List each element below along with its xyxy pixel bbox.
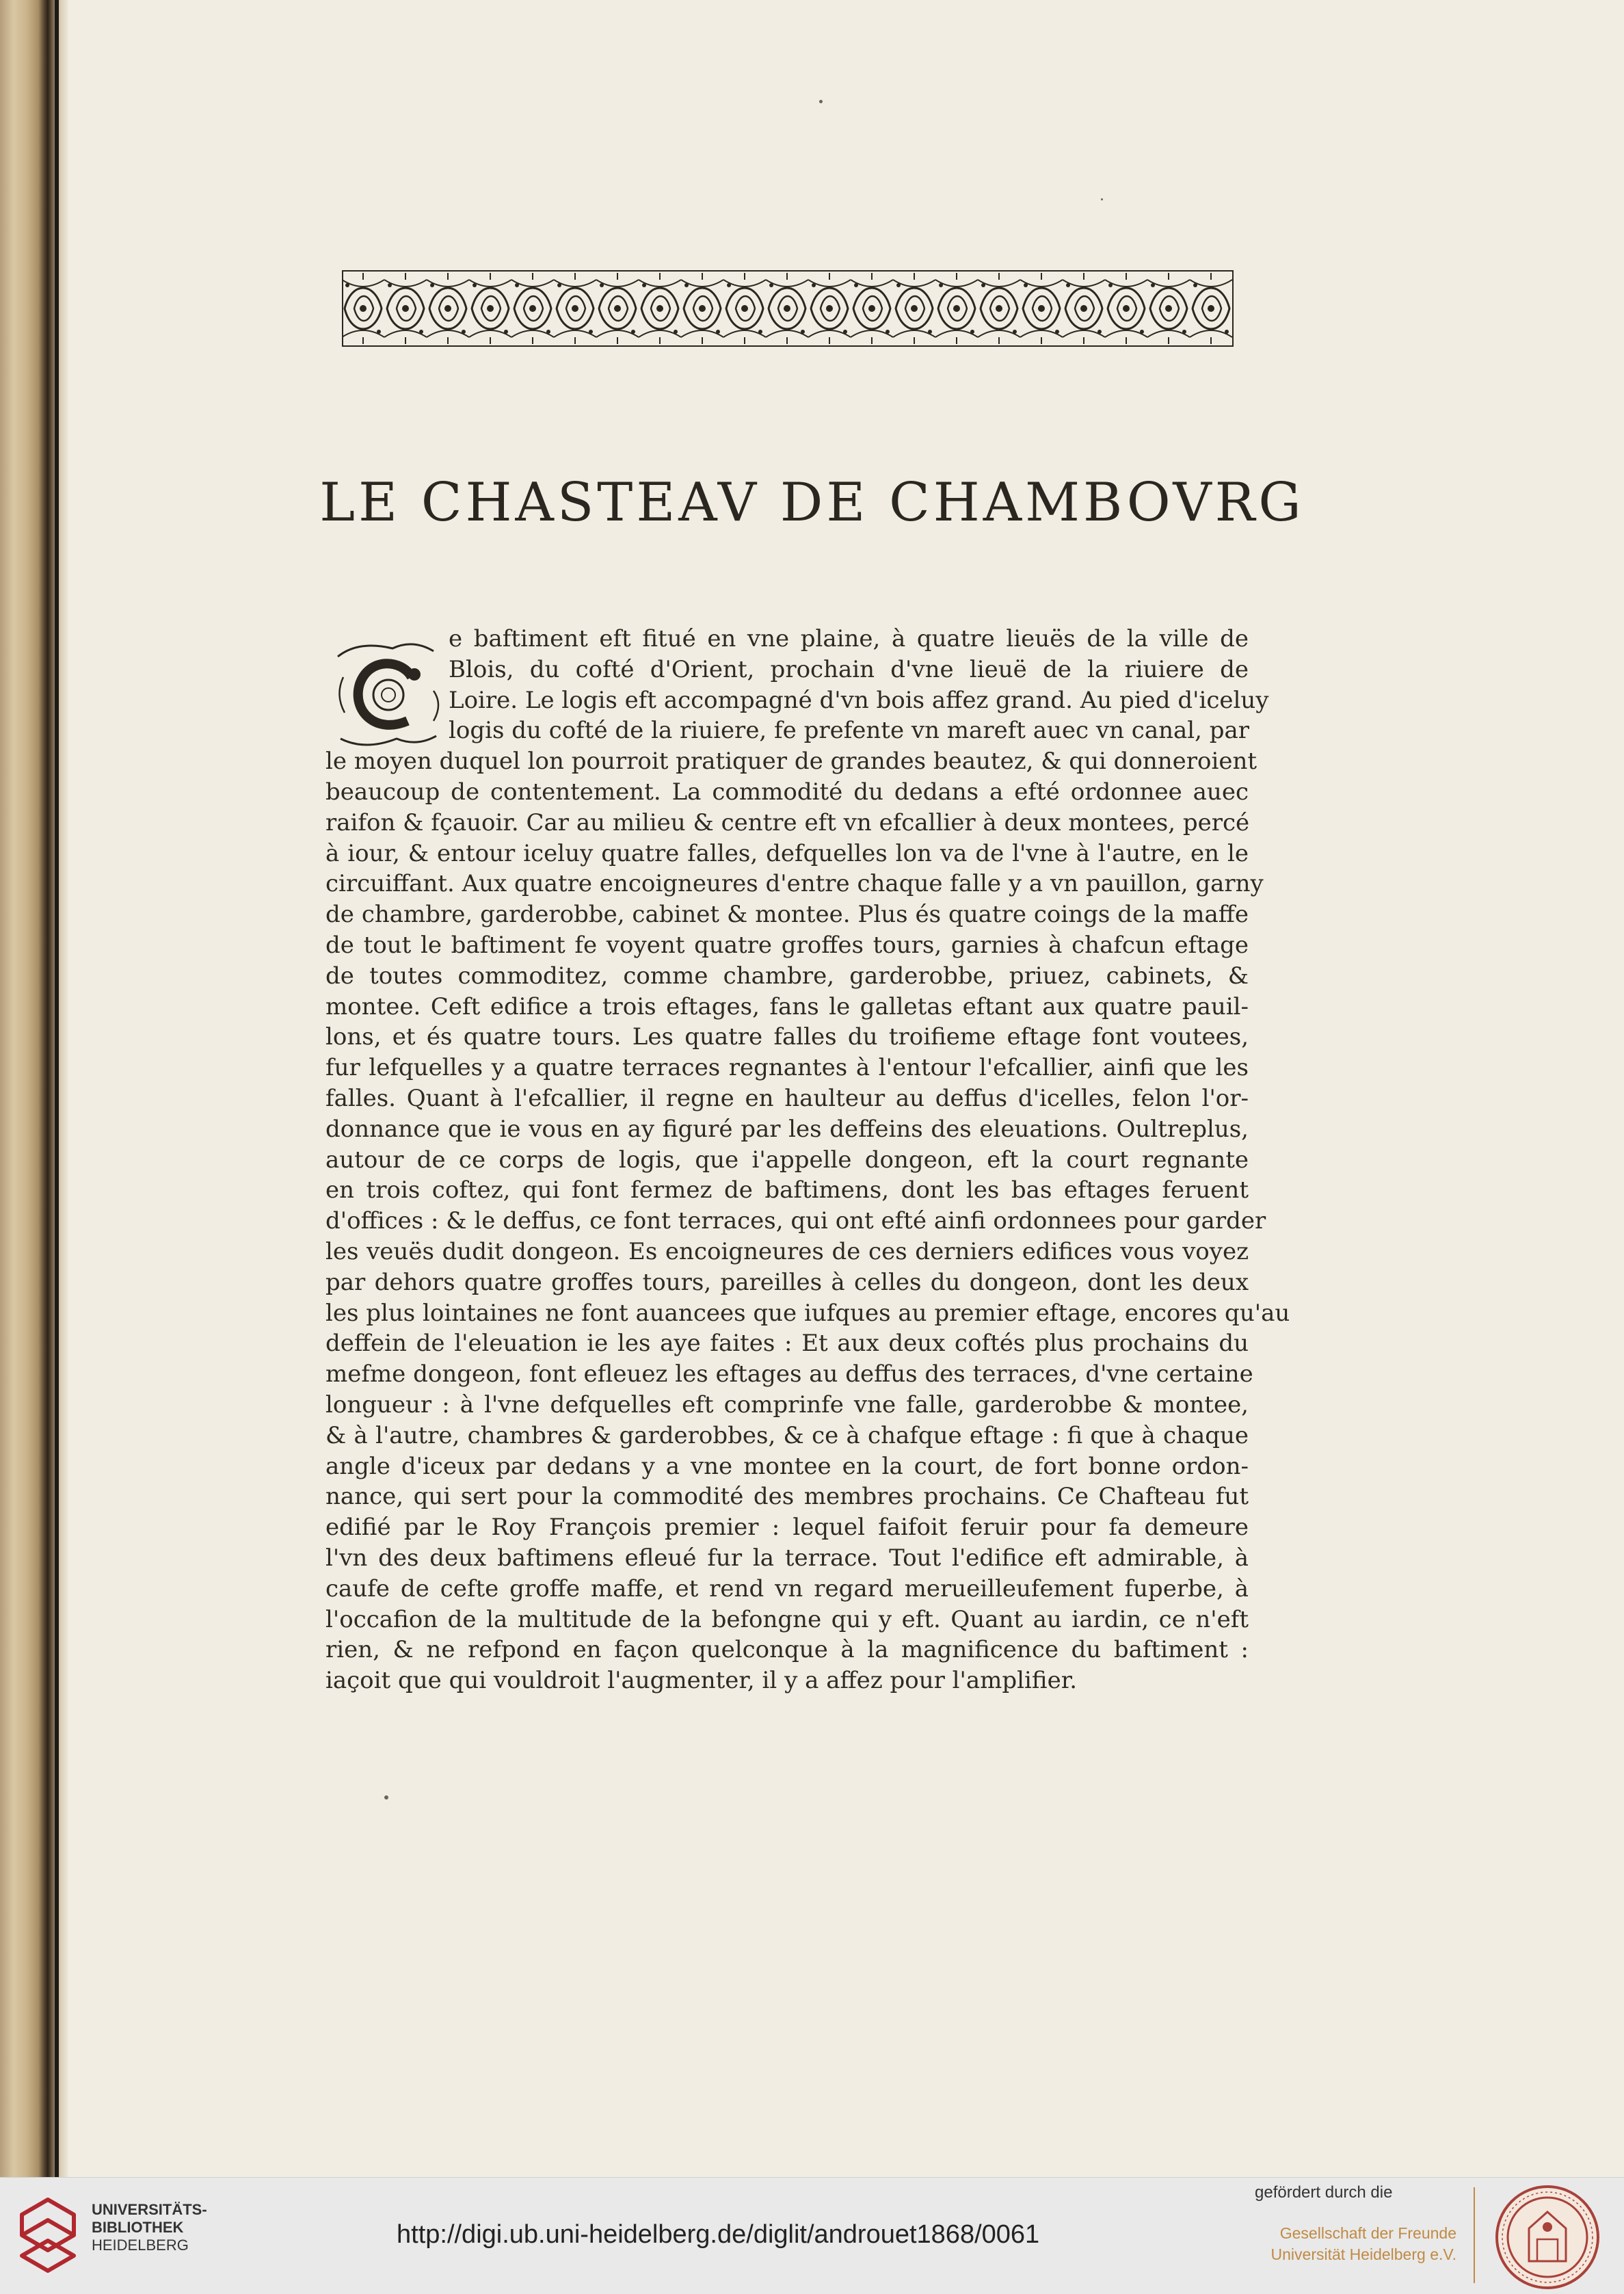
text-line: circuiffant. Aux quatre encoigneures d'entre chaque falle y a vn pauillon, garny: [325, 870, 1264, 898]
body-paragraph: [325, 624, 1290, 1696]
text-line: montee. Ceft edifice a trois eftages, fans le galletas eftant aux quatre pauil-: [325, 992, 1249, 1020]
gutter-line: [55, 0, 59, 2177]
text-line: falles. Quant à l'efcallier, il regne en haulteur au deffus d'icelles, felon l'or-: [325, 1084, 1249, 1112]
text-line: à iour, & entour iceluy quatre falles, defquelles lon va de l'vne à l'autre, en le: [325, 839, 1249, 867]
foundation-line: Gesellschaft der Freunde: [1279, 2224, 1456, 2242]
foundation-name: [1265, 2223, 1456, 2265]
text-line: rien, & ne refpond en façon quelconque à la magnificence du baftiment :: [325, 1636, 1249, 1664]
text-line: lons, et és quatre tours. Les quatre falles du troifieme eftage font voutees,: [325, 1023, 1249, 1051]
foundation-line: Universität Heidelberg e.V.: [1270, 2245, 1456, 2263]
text-line: en trois coftez, qui font fermez de baftimens, dont les bas eftages feruent: [325, 1176, 1249, 1204]
text-line: Blois, du cofté d'Orient, prochain d'vne lieuë de la riuiere de: [449, 655, 1249, 683]
library-name-line: HEIDELBERG: [92, 2237, 189, 2254]
text-line: raifon & fçauoir. Car au milieu & centre eft vn efcallier à deux montees, percé: [325, 808, 1250, 836]
text-line: & à l'autre, chambres & garderobbes, & ce à chafque eftage : fi que à chaque: [325, 1421, 1249, 1449]
funded-by-label: gefördert durch die: [1255, 2183, 1393, 2202]
text-line: donnance que ie vous en ay figuré par les deffeins des eleuations. Oultreplus,: [325, 1115, 1249, 1143]
text-line: l'vn des deux baftimens efleué fur la terrace. Tout l'edifice eft admirable, à: [325, 1544, 1249, 1572]
text-line: deffein de l'eleuation ie les aye faites : Et aux deux coftés plus prochains du: [325, 1330, 1249, 1358]
digitization-footer: [0, 2177, 1624, 2294]
text-line: par dehors quatre groffes tours, pareilles à celles du dongeon, dont les deux: [325, 1268, 1249, 1296]
page-title: LE CHASTEAV DE CHAMBOVRG: [319, 472, 1305, 533]
footer-divider: [1474, 2187, 1475, 2283]
library-name: [92, 2201, 207, 2254]
text-line: iaçoit que qui vouldroit l'augmenter, il y a affez pour l'amplifier.: [325, 1667, 1078, 1695]
ub-heidelberg-logo-icon[interactable]: [15, 2194, 81, 2276]
text-line: nance, qui sert pour la commodité des membres prochains. Ce Chafteau fut: [325, 1483, 1249, 1511]
text-line: autour de ce corps de logis, que i'appelle dongeon, eft la court regnante: [325, 1146, 1249, 1174]
text-line: de chambre, garderobbe, cabinet & montee. Plus és quatre coings de la maffe: [325, 901, 1249, 929]
text-line: le moyen duquel lon pourroit pratiquer de grandes beautez, & qui donneroient: [325, 748, 1257, 776]
text-line: mefme dongeon, font efleuez les eftages au deffus des terraces, d'vne certaine: [325, 1360, 1253, 1388]
text-line: beaucoup de contentement. La commodité du dedans a efté ordonnee auec: [325, 778, 1249, 806]
text-line: les veuës dudit dongeon. Es encoigneures de ces derniers edifices vous voyez: [325, 1237, 1249, 1265]
text-line: de toutes commoditez, comme chambre, garderobbe, priuez, cabinets, &: [325, 962, 1249, 990]
text-line: caufe de cefte groffe maffe, et rend vn regard merueilleufement fuperbe, à: [325, 1574, 1249, 1603]
text-line: edifié par le Roy François premier : lequel faifoit feruir pour fa demeure: [325, 1514, 1249, 1542]
speck: [384, 1795, 388, 1799]
text-line: les plus lointaines ne font auancees que iufques au premier eftage, encores qu'au: [325, 1299, 1290, 1327]
text-line: de tout le baftiment fe voyent quatre groffes tours, garnies à chafcun eftage: [325, 931, 1249, 959]
speck: [819, 100, 823, 103]
text-line: d'offices : & le deffus, ce font terraces, qui ont efté ainfi ordonnees pour garder: [325, 1207, 1266, 1235]
university-seal-icon[interactable]: [1495, 2185, 1600, 2290]
library-name-line: BIBLIOTHEK: [92, 2219, 184, 2236]
text-line: logis du cofté de la riuiere, fe prefente vn mareft auec vn canal, par: [449, 717, 1250, 745]
text-line: e baftiment eft fitué en vne plaine, à quatre lieuës de la ville de: [449, 625, 1249, 652]
text-line: l'occafion de la multitude de la befongne qui y eft. Quant au iardin, ce n'eft: [325, 1605, 1249, 1633]
text-line: fur lefquelles y a quatre terraces regnantes à l'entour l'efcallier, ainfi que les: [325, 1054, 1249, 1082]
permalink-url[interactable]: http://digi.ub.uni-heidelberg.de/diglit/androuet1868/0061: [397, 2220, 1040, 2249]
text-line: longueur : à l'vne defquelles eft comprinfe vne falle, garderobbe & montee,: [325, 1390, 1249, 1419]
ornamental-headband: [342, 270, 1234, 347]
text-line: Loire. Le logis eft accompagné d'vn bois affez grand. Au pied d'iceluy: [449, 686, 1269, 714]
library-name-line: UNIVERSITÄTS-: [92, 2201, 207, 2218]
text-line: angle d'iceux par dedans y a vne montee en la court, de fort bonne ordon-: [325, 1452, 1249, 1480]
speck: [1101, 198, 1103, 200]
